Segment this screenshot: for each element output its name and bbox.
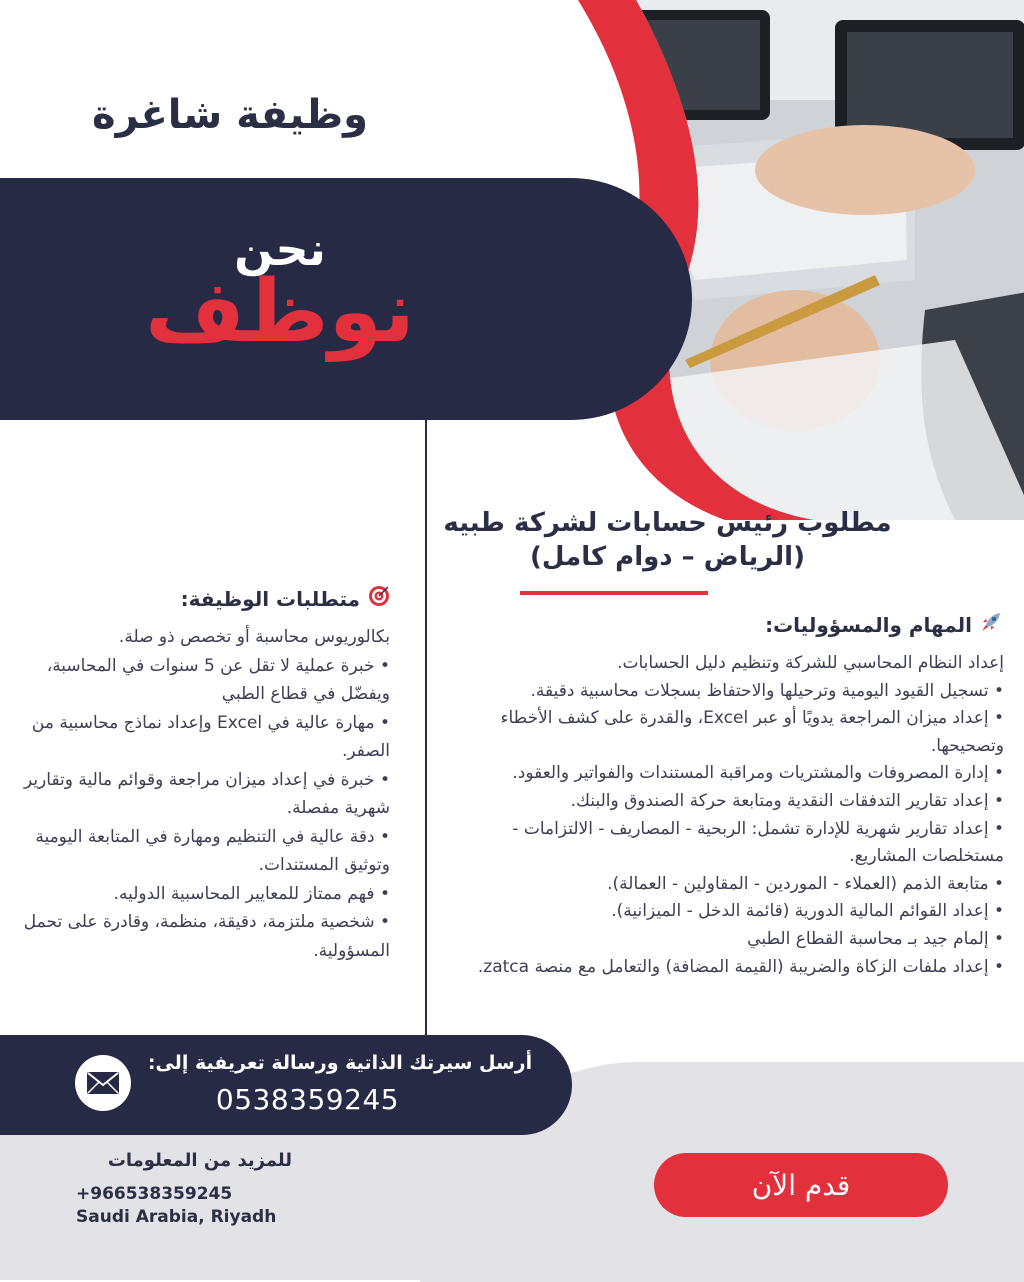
- tasks-heading: [640, 611, 1002, 638]
- more-info-heading: للمزيد من المعلومات: [107, 1150, 292, 1171]
- list-item: • خبرة عملية لا تقل عن 5 سنوات في المحاسبة، ويفضّل في قطاع الطبي: [46, 655, 390, 704]
- vacancy-title: وظيفة شاغرة: [91, 92, 368, 138]
- mail-icon[interactable]: [75, 1055, 131, 1111]
- list-item: • إعداد تقارير التدفقات النقدية ومتابعة حركة الصندوق والبنك.: [570, 790, 1004, 811]
- list-item: • مهارة عالية في Excel وإعداد نماذج محاسبية من الصفر.: [31, 712, 390, 761]
- hero-line-2: نوظف: [145, 262, 415, 362]
- target-icon: [368, 585, 390, 612]
- rocket-icon: [980, 611, 1002, 638]
- more-info-location: Saudi Arabia, Riyadh: [76, 1207, 277, 1227]
- send-cv-text: أرسل سيرتك الذاتية ورسالة تعريفية إلى:: [147, 1052, 533, 1074]
- list-item: إعداد النظام المحاسبي للشركة وتنظيم دليل الحسابات.: [617, 653, 1004, 673]
- list-item: • فهم ممتاز للمعايير المحاسبية الدوليه.: [113, 883, 390, 904]
- more-info-phone[interactable]: +966538359245: [76, 1184, 233, 1204]
- list-item: • خبرة في إعداد ميزان مراجعة وقوائم مالية وتقارير شهرية مفصلة.: [23, 769, 390, 818]
- list-item: بكالوريوس محاسبة أو تخصص ذو صلة.: [118, 627, 390, 647]
- list-item: • إدارة المصروفات والمشتريات ومراقبة المستندات والفواتير والعقود.: [512, 763, 1004, 784]
- apply-now-button[interactable]: قدم الآن: [654, 1153, 948, 1217]
- list-item: • دقة عالية في التنظيم ومهارة في المتابعة اليومية وتوثيق المستندات.: [35, 826, 390, 875]
- list-item: • تسجيل القيود اليومية وترحيلها والاحتفاظ بسجلات محاسبية دقيقة.: [530, 680, 1004, 701]
- job-title: [420, 506, 915, 574]
- list-item: • إعداد ميزان المراجعة يدويًا أو عبر Excel، والقدرة على كشف الأخطاء وتصحيحها.: [500, 708, 1004, 756]
- list-item: • شخصية ملتزمة، دقيقة، منظمة، وقادرة على تحمل المسؤولية.: [23, 912, 390, 961]
- requirements-heading-text: متطلبات الوظيفة:: [180, 586, 360, 611]
- requirements-list: [18, 623, 390, 965]
- list-item: • إعداد ملفات الزكاة والضريبة (القيمة المضافة) والتعامل مع منصة zatca.: [477, 956, 1004, 977]
- job-title-line-2: (الرياض – دوام كامل): [530, 542, 805, 572]
- tasks-list: [432, 650, 1004, 981]
- tasks-heading-text: المهام والمسؤوليات:: [765, 612, 972, 637]
- title-underline: [520, 591, 708, 595]
- list-item: • إلمام جيد بـ محاسبة القطاع الطبي: [747, 928, 1004, 949]
- list-item: • إعداد القوائم المالية الدورية (قائمة الدخل - الميزانية).: [611, 901, 1004, 922]
- hero-line-1: نحن: [234, 222, 326, 276]
- list-item: • متابعة الذمم (العملاء - الموردين - المقاولين - العمالة).: [607, 873, 1004, 894]
- requirements-heading: [60, 585, 390, 612]
- contact-phone[interactable]: 0538359245: [215, 1083, 400, 1116]
- list-item: • إعداد تقارير شهرية للإدارة تشمل: الربحية - المصاريف - الالتزامات - مستخلصات المشاريع.: [512, 818, 1004, 867]
- job-title-line-1: مطلوب رئيس حسابات لشركة طبيه: [443, 508, 892, 538]
